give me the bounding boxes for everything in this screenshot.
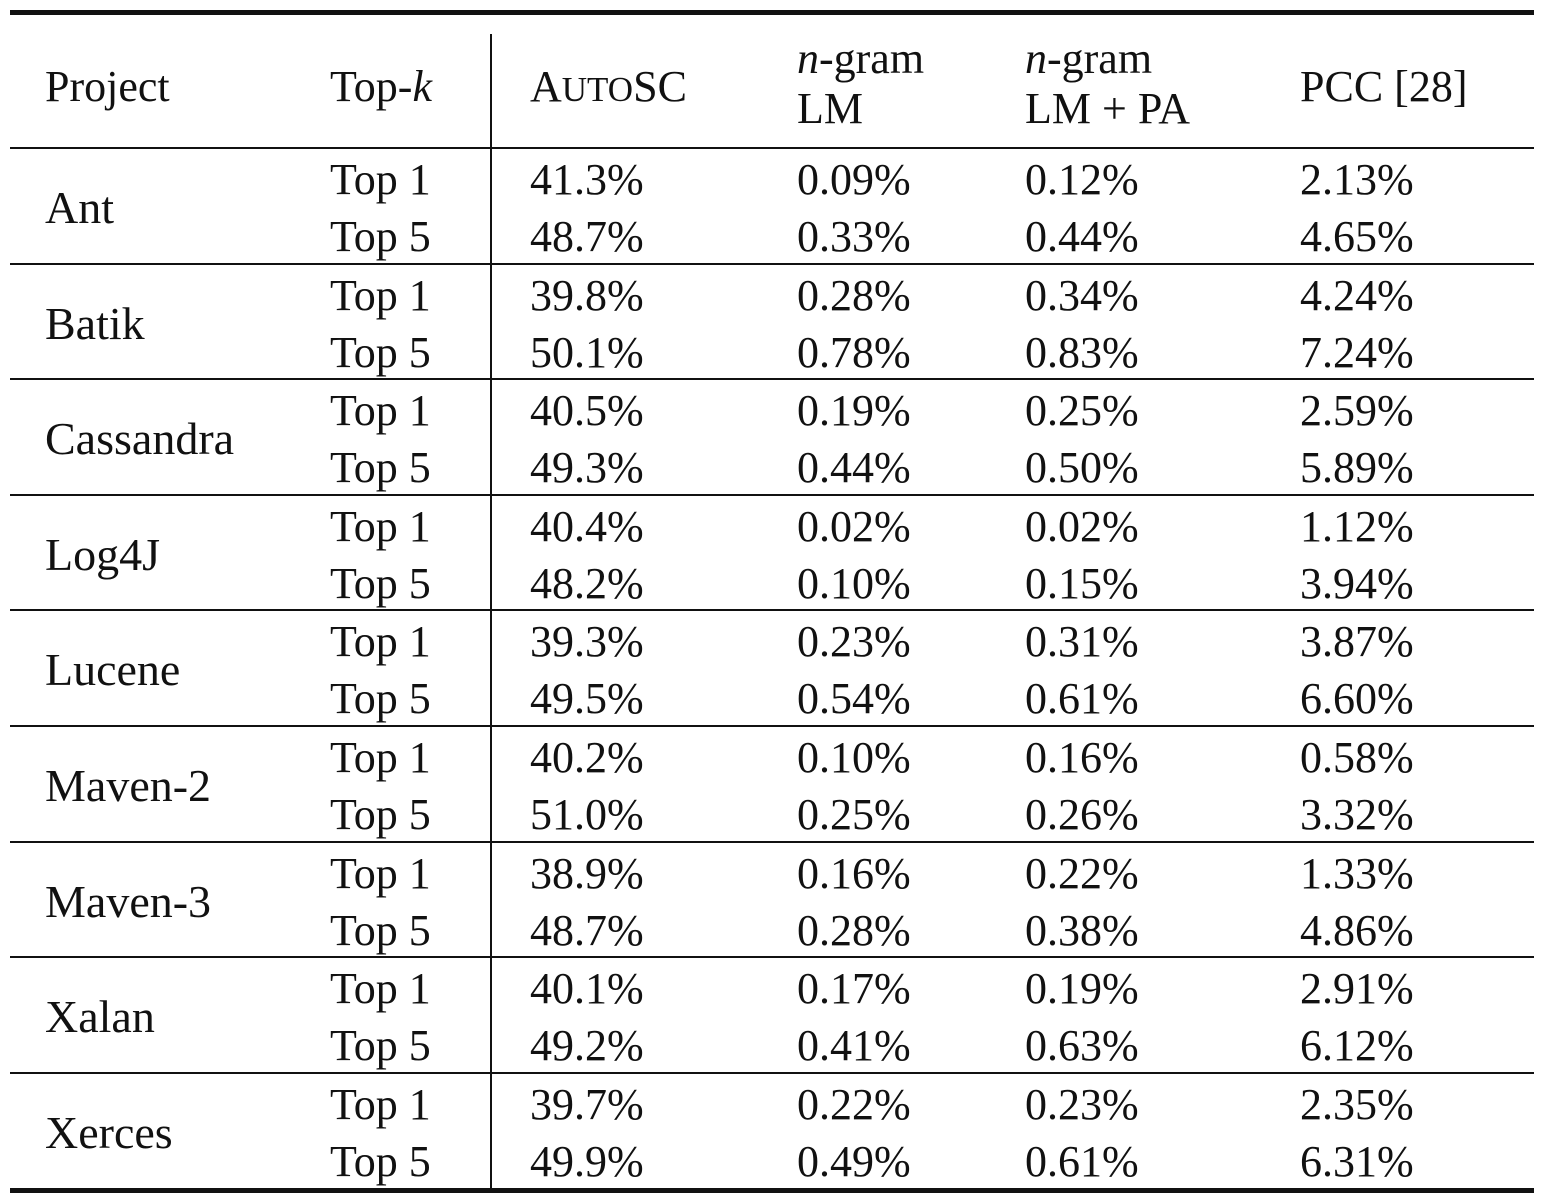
ngram-lm-pa-top5: 0.44%	[1025, 212, 1139, 261]
pcc-top5: 6.60%	[1300, 674, 1414, 724]
row-separator-rule	[10, 609, 1534, 611]
topk-label-1: Top 1	[330, 155, 431, 204]
ngram-lm-top1: 0.22%	[797, 1079, 911, 1129]
ngram-lm-pa-top5: 0.61%	[1025, 1136, 1139, 1186]
row-separator-rule	[10, 841, 1534, 843]
ngram-lm-top1: 0.16%	[797, 848, 911, 898]
project-name: Cassandra	[45, 413, 235, 465]
autosc-top1: 40.5%	[530, 386, 644, 436]
header-ngram-lm-pa: n-gram LM + PA	[1025, 34, 1191, 133]
row-separator-rule	[10, 147, 1534, 149]
ngram-lm-pa-top1: 0.25%	[1025, 386, 1139, 436]
ngram-lm-top1: 0.19%	[797, 386, 911, 436]
autosc-top1: 40.1%	[530, 964, 644, 1014]
autosc-top1: 38.9%	[530, 848, 644, 898]
autosc-top5: 49.2%	[530, 1021, 644, 1071]
autosc-top5: 50.1%	[530, 327, 644, 377]
row-separator-rule	[10, 725, 1534, 727]
ngram-lm-pa-top1: 0.22%	[1025, 848, 1139, 898]
pcc-top5: 5.89%	[1300, 443, 1414, 493]
ngram-lm-top1: 0.02%	[797, 501, 911, 551]
project-name: Lucene	[45, 644, 181, 696]
topk-label-5: Top 5	[330, 1136, 431, 1186]
topk-label-5: Top 5	[330, 327, 431, 377]
pcc-top1: 1.33%	[1300, 848, 1414, 898]
ngram-lm-pa-top1: 0.19%	[1025, 964, 1139, 1014]
project-name: Maven-2	[45, 760, 212, 811]
row-separator-rule	[10, 494, 1534, 496]
ngram-lm-top5: 0.25%	[797, 790, 911, 839]
ngram-lm-top5: 0.28%	[797, 905, 911, 955]
topk-label-1: Top 1	[330, 386, 431, 436]
pcc-top5: 3.94%	[1300, 558, 1414, 608]
autosc-top1: 40.2%	[530, 733, 644, 782]
ngram-lm-pa-top5: 0.15%	[1025, 558, 1139, 608]
pcc-top5: 4.65%	[1300, 212, 1414, 261]
row-separator-rule	[10, 956, 1534, 958]
ngram-lm-top5: 0.44%	[797, 443, 911, 493]
topk-label-1: Top 1	[330, 1079, 431, 1129]
pcc-top1: 0.58%	[1300, 733, 1414, 782]
topk-label-1: Top 1	[330, 964, 431, 1014]
topk-label-5: Top 5	[330, 905, 431, 955]
pcc-top1: 2.59%	[1300, 386, 1414, 436]
ngram-lm-pa-top5: 0.50%	[1025, 443, 1139, 493]
header-pcc: PCC [28]	[1300, 62, 1468, 111]
ngram-lm-top1: 0.28%	[797, 270, 911, 320]
ngram-lm-top5: 0.33%	[797, 212, 911, 261]
project-name: Maven-3	[45, 875, 212, 927]
autosc-top5: 48.2%	[530, 558, 644, 608]
ngram-lm-pa-top5: 0.38%	[1025, 905, 1139, 955]
header-autosc: AUTOSC	[530, 62, 687, 111]
ngram-lm-top1: 0.17%	[797, 964, 911, 1014]
pcc-top1: 4.24%	[1300, 270, 1414, 320]
topk-label-5: Top 5	[330, 674, 431, 724]
topk-label-1: Top 1	[330, 848, 431, 898]
ngram-lm-top5: 0.54%	[797, 674, 911, 724]
table-top-rule	[10, 10, 1534, 15]
pcc-top1: 2.13%	[1300, 155, 1414, 204]
autosc-top5: 49.5%	[530, 674, 644, 724]
autosc-top5: 51.0%	[530, 790, 644, 839]
ngram-lm-top5: 0.49%	[797, 1136, 911, 1186]
topk-label-5: Top 5	[330, 443, 431, 493]
pcc-top5: 7.24%	[1300, 327, 1414, 377]
topk-label-5: Top 5	[330, 790, 431, 839]
project-name: Xalan	[45, 991, 155, 1043]
autosc-top5: 48.7%	[530, 212, 644, 261]
ngram-lm-pa-top5: 0.63%	[1025, 1021, 1139, 1071]
pcc-top1: 2.35%	[1300, 1079, 1414, 1129]
ngram-lm-pa-top1: 0.34%	[1025, 270, 1139, 320]
pcc-top5: 3.32%	[1300, 790, 1414, 839]
pcc-top1: 2.91%	[1300, 964, 1414, 1014]
header-ngram-lm: n-gram LM	[797, 34, 925, 133]
ngram-lm-pa-top1: 0.31%	[1025, 617, 1139, 667]
ngram-lm-top1: 0.10%	[797, 733, 911, 782]
pcc-top5: 6.31%	[1300, 1136, 1414, 1186]
autosc-top1: 39.8%	[530, 270, 644, 320]
ngram-lm-top5: 0.41%	[797, 1021, 911, 1071]
ngram-lm-top1: 0.09%	[797, 155, 911, 204]
project-name: Xerces	[45, 1106, 173, 1158]
ngram-lm-pa-top5: 0.61%	[1025, 674, 1139, 724]
row-separator-rule	[10, 1072, 1534, 1074]
header-project: Project	[45, 62, 170, 111]
project-name: Log4J	[45, 528, 160, 580]
autosc-top1: 41.3%	[530, 155, 644, 204]
pcc-top5: 4.86%	[1300, 905, 1414, 955]
topk-label-5: Top 5	[330, 558, 431, 608]
ngram-lm-pa-top1: 0.02%	[1025, 501, 1139, 551]
topk-label-1: Top 1	[330, 733, 431, 782]
ngram-lm-top5: 0.78%	[797, 327, 911, 377]
table-bottom-rule	[10, 1188, 1534, 1193]
pcc-top1: 3.87%	[1300, 617, 1414, 667]
topk-label-1: Top 1	[330, 501, 431, 551]
autosc-top5: 49.9%	[530, 1136, 644, 1186]
ngram-lm-pa-top5: 0.26%	[1025, 790, 1139, 839]
pcc-top5: 6.12%	[1300, 1021, 1414, 1071]
project-name: Batik	[45, 297, 145, 349]
row-separator-rule	[10, 378, 1534, 380]
topk-label-1: Top 1	[330, 617, 431, 667]
topk-label-5: Top 5	[330, 1021, 431, 1071]
autosc-top1: 39.7%	[530, 1079, 644, 1129]
topk-label-1: Top 1	[330, 270, 431, 320]
autosc-top5: 49.3%	[530, 443, 644, 493]
ngram-lm-pa-top1: 0.23%	[1025, 1079, 1139, 1129]
topk-label-5: Top 5	[330, 212, 431, 261]
autosc-top1: 39.3%	[530, 617, 644, 667]
autosc-top5: 48.7%	[530, 905, 644, 955]
ngram-lm-pa-top5: 0.83%	[1025, 327, 1139, 377]
row-separator-rule	[10, 263, 1534, 265]
pcc-top1: 1.12%	[1300, 501, 1414, 551]
project-name: Ant	[45, 182, 114, 233]
ngram-lm-pa-top1: 0.12%	[1025, 155, 1139, 204]
ngram-lm-pa-top1: 0.16%	[1025, 733, 1139, 782]
header-topk: Top-k	[330, 62, 432, 111]
autosc-top1: 40.4%	[530, 501, 644, 551]
ngram-lm-top1: 0.23%	[797, 617, 911, 667]
ngram-lm-top5: 0.10%	[797, 558, 911, 608]
